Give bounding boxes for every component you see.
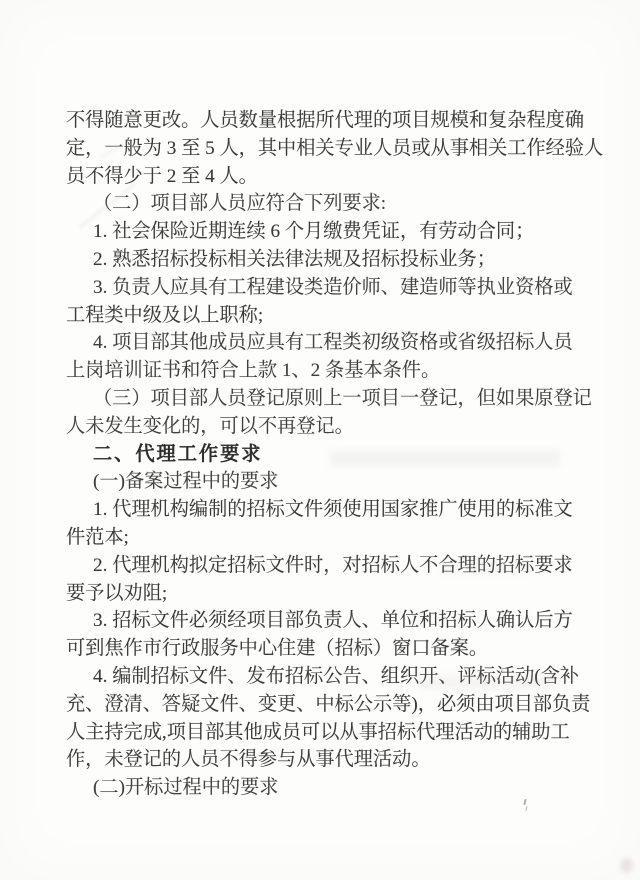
text-line: (二)开标过程中的要求 xyxy=(93,777,279,799)
text-line: 件范本; xyxy=(66,526,129,548)
text-line: 二、代理工作要求 xyxy=(93,443,263,465)
text-line: 作，未登记的人员不得参与从事代理活动。 xyxy=(66,749,431,771)
scan-smudge-corner xyxy=(620,858,633,873)
text-line: (一)备案过程中的要求 xyxy=(93,471,279,493)
text-line: 人未发生变化的，可以不再登记。 xyxy=(66,415,354,437)
text-line: 1. 代理机构编制的招标文件须使用国家推广使用的标准文 xyxy=(93,499,573,521)
text-line: （三）项目部人员登记原则上一项目一登记，但如果原登记 xyxy=(93,387,592,409)
text-line: （二）项目部人员应符合下列要求: xyxy=(93,193,387,215)
text-line: 定，一般为 3 至 5 人，其中相关专业人员或从事相关工作经验人 xyxy=(66,137,604,159)
text-line: 充、澄清、答疑文件、变更、中标公示等)，必须由项目部负责 xyxy=(66,693,591,715)
text-line: 不得随意更改。人员数量根据所代理的项目规模和复杂程度确 xyxy=(66,110,585,131)
document-text-block xyxy=(66,107,604,802)
text-line: 2. 熟悉招标投标相关法律法规及招标投标业务； xyxy=(93,248,496,270)
text-line: 4. 编制招标文件、发布招标公告、组织开、评标活动(含补 xyxy=(93,665,580,687)
text-line: 可到焦作市行政服务中心住建（招标）窗口备案。 xyxy=(66,638,489,660)
text-line: 要予以劝阻; xyxy=(66,582,168,604)
text-line: 人主持完成,项目部其他成员可以从事招标代理活动的辅助工 xyxy=(66,721,570,743)
text-line: 1. 社会保险近期连续 6 个月缴费凭证，有劳动合同； xyxy=(93,221,535,243)
text-line: 工程类中级及以上职称; xyxy=(66,304,264,326)
text-line: 员不得少于 2 至 4 人。 xyxy=(66,165,258,187)
text-line: 3. 招标文件必须经项目部负责人、单位和招标人确认后方 xyxy=(93,610,573,632)
text-line: 上岗培训证书和符合上款 1、2 条基本条件。 xyxy=(66,360,441,382)
text-line: 3. 负责人应具有工程建设类造价师、建造师等执业资格或 xyxy=(93,276,573,298)
text-line: 2. 代理机构拟定招标文件时，对招标人不合理的招标要求 xyxy=(93,554,573,576)
text-line: 4. 项目部其他成员应具有工程类初级资格或省级招标人员 xyxy=(93,332,573,354)
